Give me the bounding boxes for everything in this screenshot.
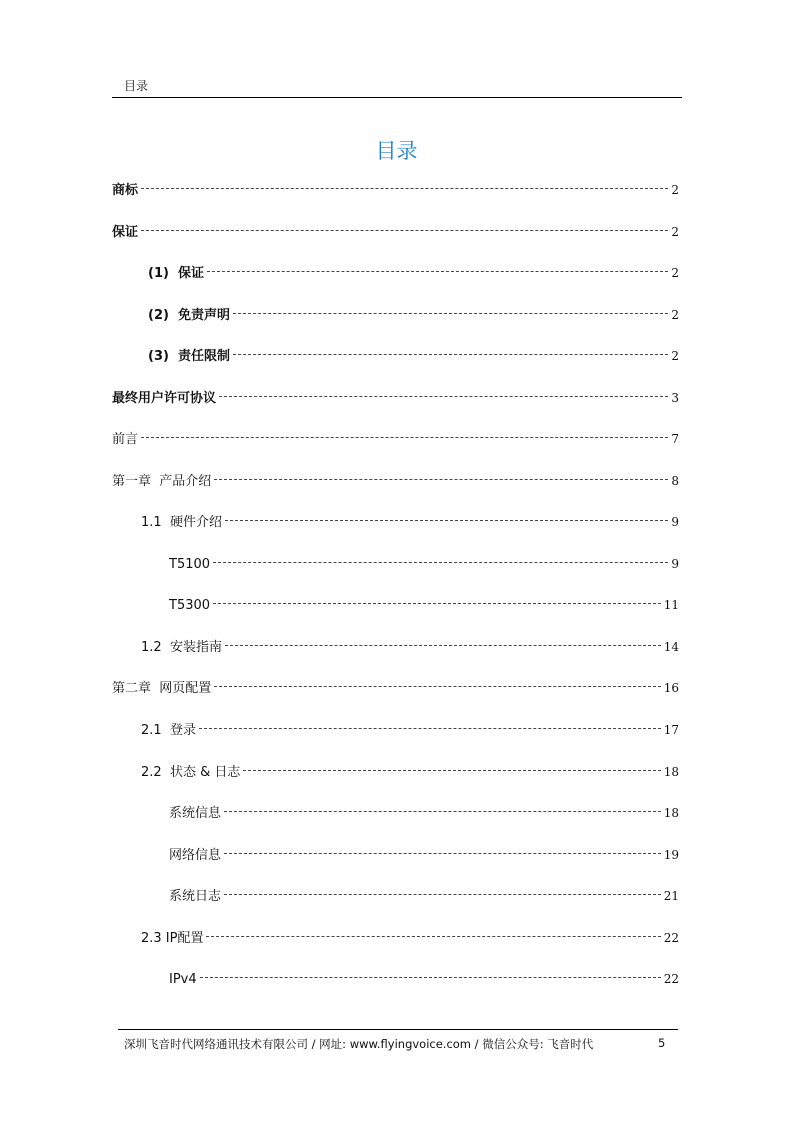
toc-leader bbox=[141, 188, 668, 189]
toc-entry-disclaimer[interactable] bbox=[148, 306, 679, 325]
toc-entry-page: 18 bbox=[663, 765, 679, 779]
toc-entry-page: 2 bbox=[671, 308, 679, 322]
toc-entry-label: IPv4 bbox=[169, 972, 197, 987]
toc-leader bbox=[225, 520, 668, 521]
toc-leader bbox=[243, 770, 660, 771]
toc-entry-page: 9 bbox=[671, 515, 679, 529]
toc-entry-label: (2) 免责声明 bbox=[148, 308, 230, 323]
toc-entry-page: 2 bbox=[671, 349, 679, 363]
toc-leader bbox=[206, 936, 660, 937]
toc-entry-label: 前言 bbox=[112, 432, 139, 447]
toc-entry-page: 2 bbox=[671, 266, 679, 280]
toc-entry-liability[interactable] bbox=[148, 347, 679, 366]
toc-entry-t5100[interactable] bbox=[169, 555, 679, 574]
toc-entry-warranty[interactable] bbox=[112, 223, 679, 242]
toc-leader bbox=[224, 853, 661, 854]
toc-entry-2-2[interactable] bbox=[141, 763, 679, 782]
toc-leader bbox=[214, 686, 660, 687]
toc-leader bbox=[141, 437, 668, 438]
toc-entry-label: 第一章 产品介绍 bbox=[112, 474, 212, 489]
toc-entry-page: 8 bbox=[671, 474, 679, 488]
toc-entry-label: 1.2 安装指南 bbox=[141, 640, 222, 655]
toc-entry-ipv4[interactable] bbox=[169, 970, 679, 989]
toc-entry-label: 系统信息 bbox=[169, 806, 222, 821]
toc-leader bbox=[233, 354, 668, 355]
toc-leader bbox=[233, 313, 668, 314]
toc-entry-page: 11 bbox=[663, 598, 679, 612]
footer-page-number: 5 bbox=[658, 1036, 666, 1050]
toc-leader bbox=[213, 562, 668, 563]
toc-entry-page: 18 bbox=[663, 806, 679, 820]
toc-entry-trademark[interactable] bbox=[112, 181, 679, 200]
toc-entry-page: 2 bbox=[671, 225, 679, 239]
toc-entry-label: (1) 保证 bbox=[148, 266, 204, 281]
toc-entry-preface[interactable] bbox=[112, 430, 679, 449]
toc-entry-label: 最终用户许可协议 bbox=[112, 391, 217, 406]
toc-entry-chapter-2[interactable] bbox=[112, 679, 679, 698]
toc-entry-2-3[interactable] bbox=[141, 929, 679, 948]
toc-entry-label: T5100 bbox=[169, 557, 211, 572]
toc-entry-page: 7 bbox=[671, 432, 679, 446]
toc-entry-1-1[interactable] bbox=[141, 513, 679, 532]
toc-entry-label: 2.1 登录 bbox=[141, 723, 196, 738]
toc-entry-page: 2 bbox=[671, 183, 679, 197]
toc-entry-label: 第二章 网页配置 bbox=[112, 681, 212, 696]
toc-entry-1-2[interactable] bbox=[141, 638, 679, 657]
footer-text: 深圳飞音时代网络通讯技术有限公司 / 网址: www.flyingvoice.com / 微信公众号: 飞音时代 bbox=[124, 1037, 594, 1051]
toc-entry-eula[interactable] bbox=[112, 389, 679, 408]
toc-leader bbox=[200, 977, 661, 978]
toc-entry-warranty-1[interactable] bbox=[148, 264, 679, 283]
toc-entry-label: 1.1 硬件介绍 bbox=[141, 515, 222, 530]
toc-entry-label: T5300 bbox=[169, 598, 211, 613]
toc-entry-label: 保证 bbox=[112, 225, 139, 240]
toc-entry-system-log[interactable] bbox=[169, 887, 679, 906]
toc-entry-network-info[interactable] bbox=[169, 846, 679, 865]
toc-entry-label: 系统日志 bbox=[169, 889, 222, 904]
toc-entry-label: (3) 责任限制 bbox=[148, 349, 230, 364]
toc-leader bbox=[213, 603, 661, 604]
toc-leader bbox=[141, 230, 668, 231]
toc-entry-page: 17 bbox=[663, 723, 679, 737]
toc-entry-label: 2.2 状态 & 日志 bbox=[141, 765, 241, 780]
toc-leader bbox=[214, 479, 668, 480]
toc-leader bbox=[219, 396, 668, 397]
toc-entry-system-info[interactable] bbox=[169, 804, 679, 823]
footer-rule bbox=[118, 1029, 678, 1030]
toc-entry-chapter-1[interactable] bbox=[112, 472, 679, 491]
toc-leader bbox=[224, 894, 661, 895]
toc-entry-page: 3 bbox=[671, 391, 679, 405]
toc-leader bbox=[225, 645, 661, 646]
toc-entry-page: 22 bbox=[663, 972, 679, 986]
page-header-text: 目录 bbox=[124, 79, 149, 93]
toc-entry-page: 21 bbox=[663, 889, 679, 903]
toc-entry-2-1[interactable] bbox=[141, 721, 679, 740]
toc-entry-t5300[interactable] bbox=[169, 596, 679, 615]
toc-entry-page: 19 bbox=[663, 848, 679, 862]
toc-leader bbox=[224, 811, 661, 812]
toc-entry-page: 14 bbox=[663, 640, 679, 654]
toc-title: 目录 bbox=[375, 139, 418, 163]
toc-entry-label: 网络信息 bbox=[169, 848, 222, 863]
toc-entry-label: 商标 bbox=[112, 183, 139, 198]
toc-leader bbox=[207, 271, 668, 272]
toc-leader bbox=[199, 728, 661, 729]
toc-entry-page: 9 bbox=[671, 557, 679, 571]
toc-entry-page: 16 bbox=[663, 681, 679, 695]
toc-entry-page: 22 bbox=[663, 931, 679, 945]
toc-entry-label: 2.3 IP配置 bbox=[141, 931, 204, 946]
